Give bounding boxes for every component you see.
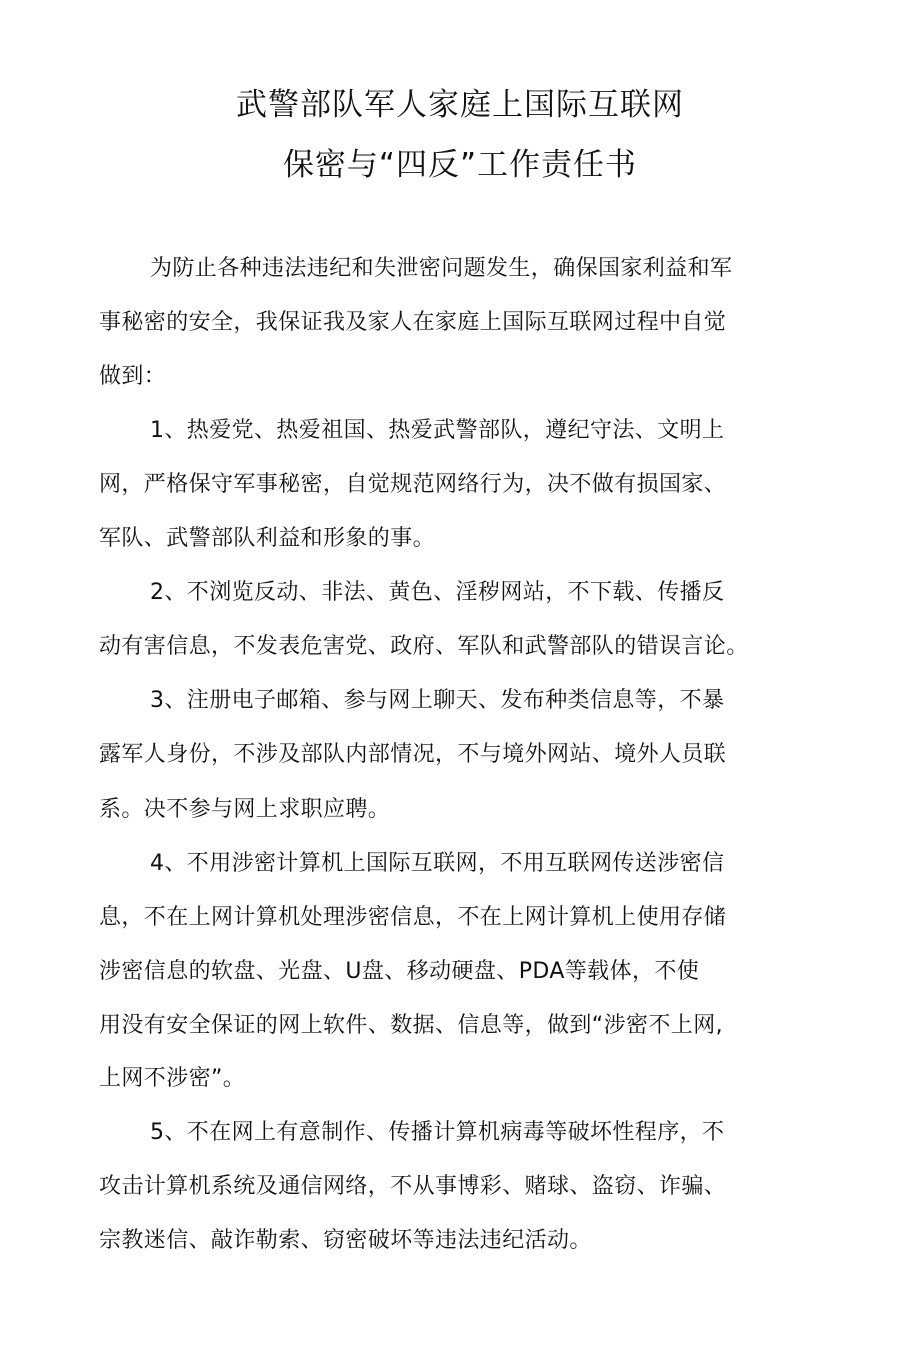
clause-line: 息，不在上网计算机处理涉密信息，不在上网计算机上使用存储	[99, 905, 727, 930]
clause-line: 2、不浏览反动、非法、黄色、淫秽网站，不下载、传播反	[150, 580, 725, 605]
clause-line: 4、不用涉密计算机上国际互联网，不用互联网传送涉密信	[150, 851, 725, 876]
clause-line: 5、不在网上有意制作、传播计算机病毒等破坏性程序，不	[150, 1120, 725, 1145]
intro-line: 事秘密的安全，我保证我及家人在家庭上国际互联网过程中自觉	[99, 310, 727, 335]
clause-line: 宗教迷信、敲诈勒索、窃密破坏等违法违纪活动。	[99, 1228, 592, 1253]
clause-line: 系。决不参与网上求职应聘。	[99, 797, 391, 822]
intro-line: 为防止各种违法违纪和失泄密问题发生，确保国家利益和军	[150, 256, 733, 281]
clause-line: 3、注册电子邮箱、参与网上聊天、发布种类信息等，不暴	[150, 688, 725, 713]
clause-line: 1、热爱党、热爱祖国、热爱武警部队，遵纪守法、文明上	[150, 418, 725, 443]
clause-line: 涉密信息的软盘、光盘、U盘、移动硬盘、PDA等载体，不使	[99, 959, 700, 984]
clause-line: 用没有安全保证的网上软件、数据、信息等，做到“涉密不上网,	[99, 1013, 723, 1038]
clause-line: 攻击计算机系统及通信网络，不从事博彩、赌球、盗窃、诈骗、	[99, 1174, 727, 1199]
clause-line: 网，严格保守军事秘密，自觉规范网络行为，决不做有损国家、	[99, 472, 727, 497]
clause-line: 军队、武警部队利益和形象的事。	[99, 526, 436, 551]
clause-line: 露军人身份，不涉及部队内部情况，不与境外网站、境外人员联	[99, 742, 727, 767]
intro-line: 做到：	[99, 364, 167, 389]
document-title-line-1: 武警部队军人家庭上国际互联网	[236, 87, 684, 123]
clause-line: 上网不涉密”。	[99, 1066, 246, 1091]
clause-line: 动有害信息，不发表危害党、政府、军队和武警部队的错误言论。	[99, 634, 749, 659]
document-title-line-2: 保密与“四反”工作责任书	[282, 147, 638, 183]
